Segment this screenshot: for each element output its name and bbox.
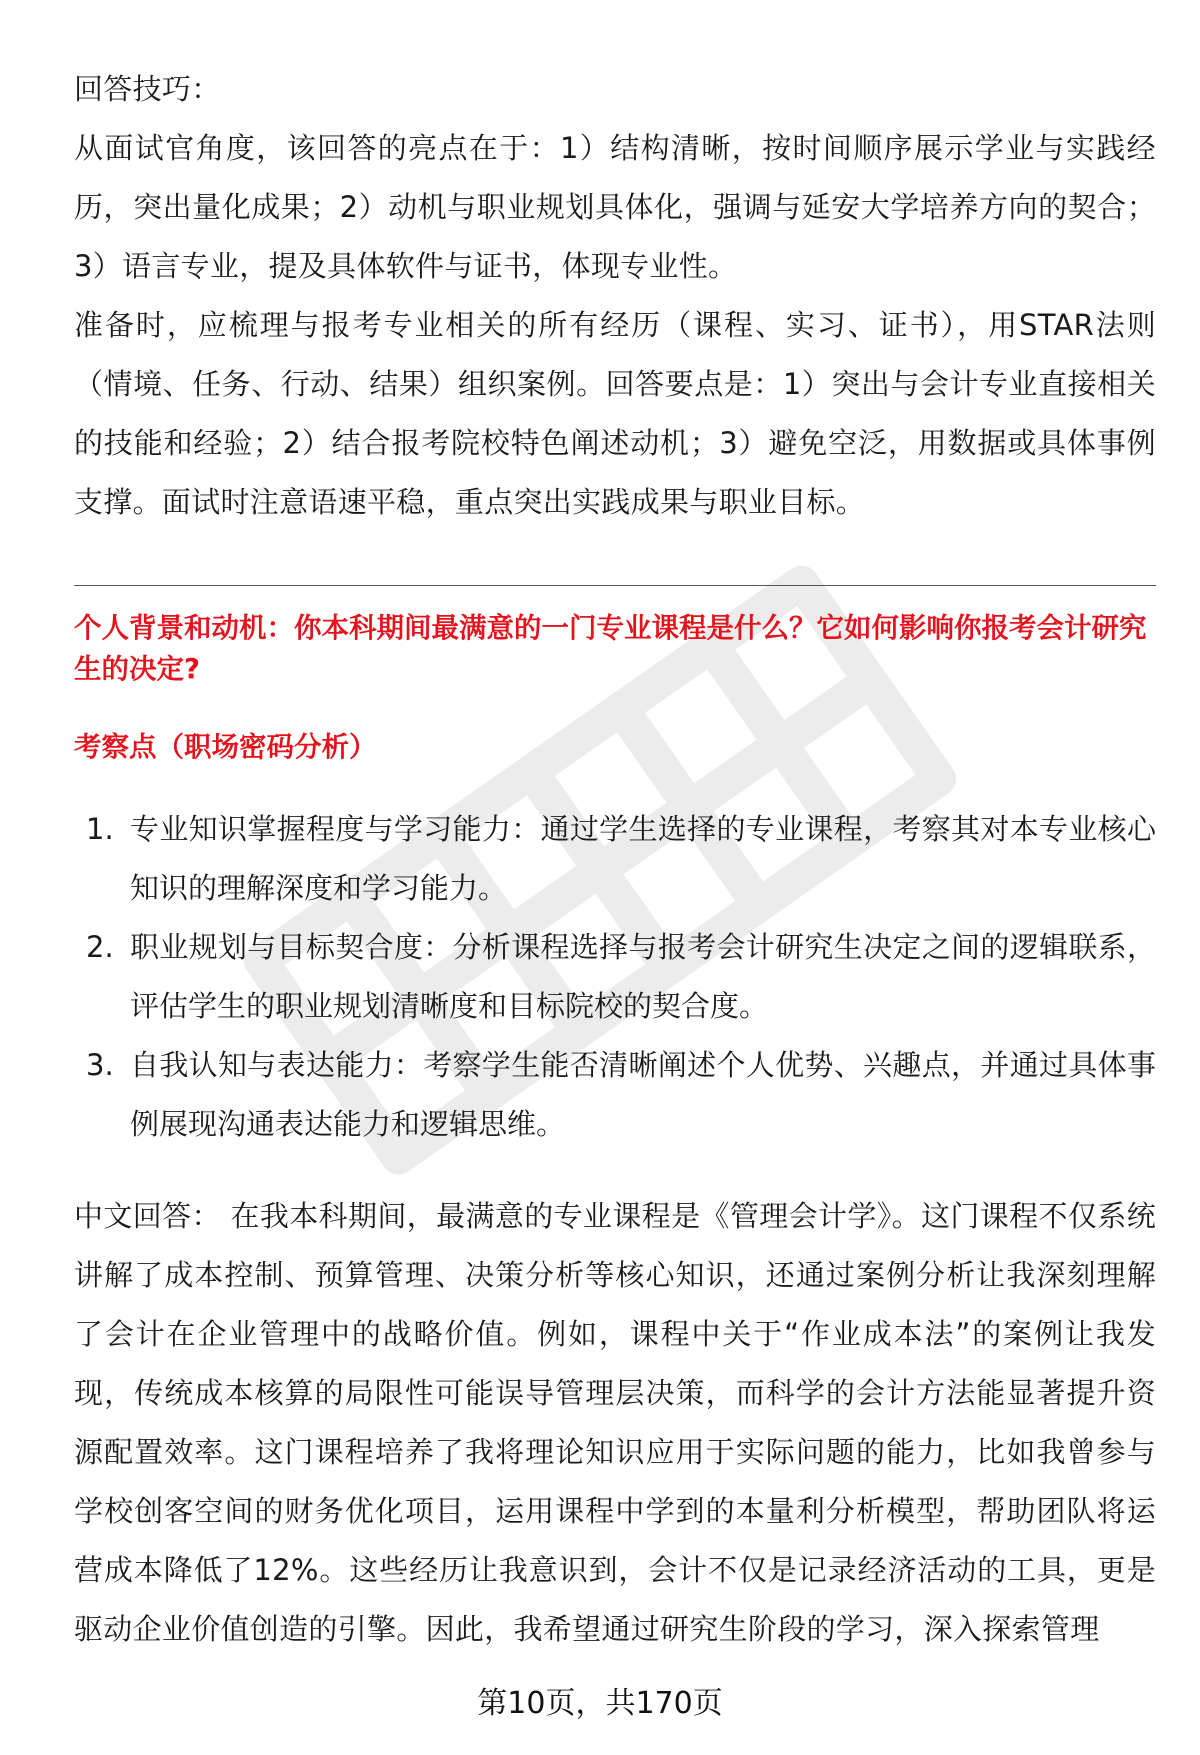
tips-label: 回答技巧： [74,72,221,106]
list-item [74,1036,1156,1154]
answer-paragraph: 中文回答： 在我本科期间，最满意的专业课程是《管理会计学》。这门课程不仅系统讲解了成本控制、预算管理、决策分析等核心知识，还通过案例分析让我深刻理解了会计在企业管理中的战略价值。例如，课程中关于“作业成本法”的案例让我发现，传统成本核算的局限性可能误导管理层决策，而科学的会计方法能显著提升资源配置效率。这门课程培养了我将理论知识应用于实际问题的能力，比如我曾参与学校创客空间的财务优化项目，运用课程中学到的本量利分析模型，帮助团队将运营成本降低了12%。这些经历让我意识到，会计不仅是记录经济活动的工具，更是驱动企业价值创造的引擎。因此，我希望通过研究生阶段的学习，深入探索管理 [74,1199,1156,1646]
section-divider [74,585,1156,586]
list-item-number: 1. [86,812,114,846]
question-heading: 个人背景和动机：你本科期间最满意的一门专业课程是什么？它如何影响你报考会计研究生的决定? [74,612,1147,685]
tips-paragraph: 从面试官角度，该回答的亮点在于：1）结构清晰，按时间顺序展示学业与实践经历，突出量化成果；2）动机与职业规划具体化，强调与延安大学培养方向的契合；3）语言专业，提及具体软件与证书，体现专业性。 [74,131,1156,283]
list-item-text: 职业规划与目标契合度：分析课程选择与报考会计研究生决定之间的逻辑联系，评估学生的职业规划清晰度和目标院校的契合度。 [130,930,1156,1023]
list-item-number: 2. [86,930,114,964]
page-number: 第10页，共170页 [477,1686,723,1721]
intro-section [74,60,1156,532]
prep-paragraph: 准备时，应梳理与报考专业相关的所有经历（课程、实习、证书），用STAR法则（情境、任务、行动、结果）组织案例。回答要点是：1）突出与会计专业直接相关的技能和经验；2）结合报考院校特色阐述动机；3）避免空泛，用数据或具体事例支撑。面试时注意语速平稳，重点突出实践成果与职业目标。 [74,308,1156,519]
list-item [74,800,1156,918]
analysis-heading: 考察点（职场密码分析） [74,731,377,763]
analysis-points-list [74,800,1156,1154]
list-item [74,918,1156,1036]
list-item-text: 专业知识掌握程度与学习能力：通过学生选择的专业课程，考察其对本专业核心知识的理解深度和学习能力。 [130,812,1156,905]
list-item-text: 自我认知与表达能力：考察学生能否清晰阐述个人优势、兴趣点，并通过具体事例展现沟通表达能力和逻辑思维。 [130,1048,1156,1141]
list-item-number: 3. [86,1048,114,1082]
